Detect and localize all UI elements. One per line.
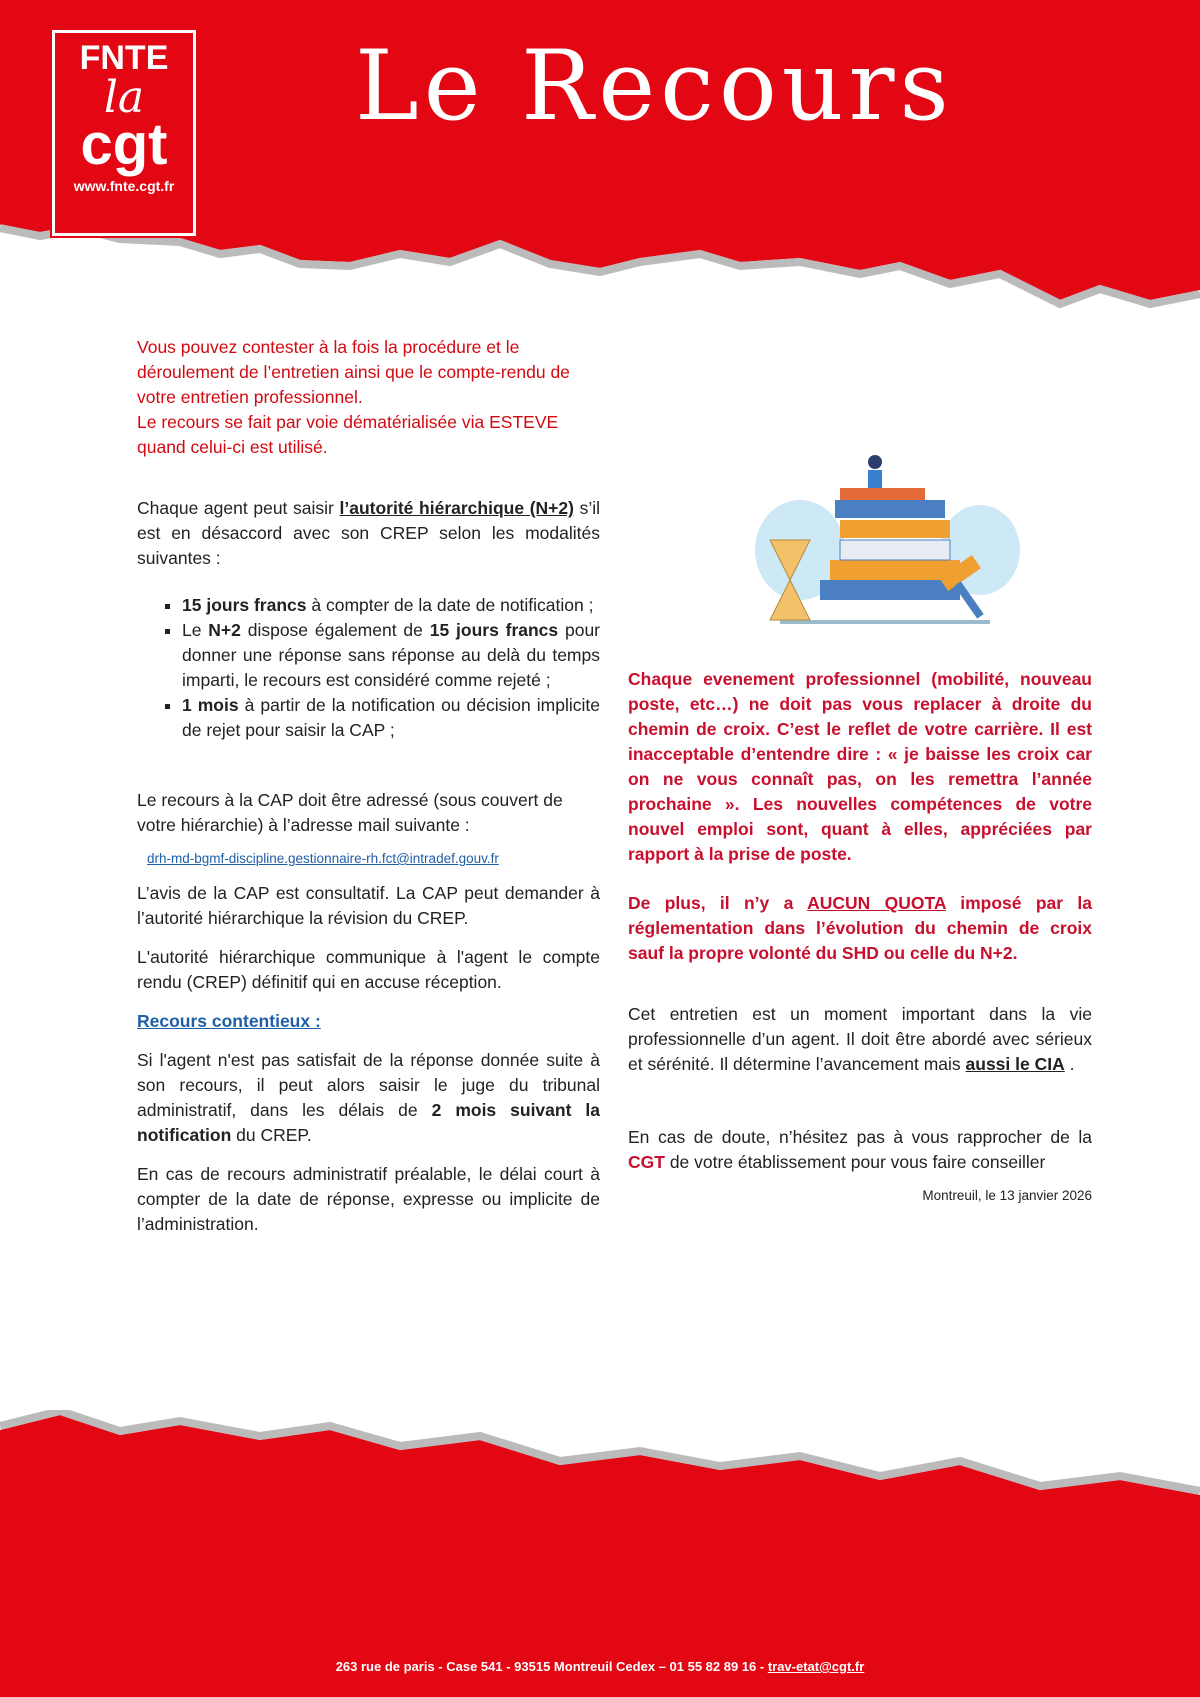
paragraph-communication: L'autorité hiérarchique communique à l'agent le compte rendu (CREP) définitif qui en accuse réception.	[137, 947, 600, 992]
logo-la: la	[103, 72, 145, 123]
autorite-hierarchique: l’autorité hiérarchique (N+2)	[339, 498, 574, 518]
paragraph-saisine	[137, 496, 600, 571]
paragraph-delai: En cas de recours administratif préalable, le délai court à compter de la date de réponse, expresse ou implicite de l’administration.	[137, 1164, 600, 1234]
left-column	[137, 335, 600, 1251]
paragraph-chemin-de-croix: Chaque evenement professionnel (mobilité, nouveau poste, etc…) ne doit pas vous replacer à droite du chemin de croix. C’est le reflet de votre carrière. Il est inacceptable d’entendre dire : « je baisse les croix car on ne vous connaît pas, on les remettra l’année prochaine ». Les nouvelles compétences de votre nouvel emploi sont, quant à elles, appréciées par rapport à la prise de poste.	[628, 669, 1092, 864]
intro-2: Le recours se fait par voie dématérialisée via ESTEVE quand celui-ci est utilisé.	[137, 412, 559, 457]
list-item: ▪ Le N+2 dispose également de 15 jours francs pour donner une réponse sans réponse au delà du temps imparti, le recours est considéré comme rejeté ;	[182, 618, 600, 693]
page-title: Le Recours	[355, 30, 954, 142]
logo-cgt: cgt	[80, 112, 168, 177]
list-item: ▪ 1 mois à partir de la notification ou décision implicite de rejet pour saisir la CAP ;	[182, 693, 600, 743]
footer-address: 263 rue de paris - Case 541 - 93515 Montreuil Cedex – 01 55 82 89 16 -	[335, 1659, 768, 1674]
paragraph-cap: Le recours à la CAP doit être adressé (sous couvert de votre hiérarchie) à l’adresse mail suivante :	[137, 790, 563, 835]
email-link[interactable]: drh-md-bgmf-discipline.gestionnaire-rh.fct@intradef.gouv.fr	[147, 851, 499, 866]
paragraph-contentieux: Si l'agent n'est pas satisfait de la réponse donnée suite à son recours, il peut alors saisir le juge du tribunal administratif, dans les délais de 2 mois suivant la notification du CREP.	[137, 1050, 600, 1145]
list-item: ▪ 15 jours francs à compter de la date de notification ;	[182, 593, 600, 618]
paragraph-quota: De plus, il n’y a AUCUN QUOTA imposé par la réglementation dans l’évolution du chemin de croix sauf la propre volonté du SHD ou celle du N+2.	[628, 893, 1093, 963]
logo-url: www.fnte.cgt.fr	[73, 178, 175, 194]
paragraph-avis: L’avis de la CAP est consultatif. La CAP peut demander à l’autorité hiérarchique la révision du CREP.	[137, 883, 600, 928]
modalites-list	[137, 593, 600, 743]
paragraph-entretien: Cet entretien est un moment important dans la vie professionnelle d’un agent. Il doit être abordé avec sérieux et sérénité. Il détermine l’avancement mais aussi le CIA .	[628, 1004, 1092, 1074]
recours-contentieux-heading: Recours contentieux :	[137, 1011, 321, 1031]
footer-contact	[0, 1659, 1200, 1674]
fnte-cgt-logo	[52, 30, 196, 236]
date-location: Montreuil, le 13 janvier 2026	[922, 1188, 1092, 1203]
illustration-books-hourglass-gavel	[740, 430, 1030, 640]
right-column	[628, 667, 1092, 1222]
logo-fnte: FNTE	[79, 39, 169, 77]
text: Chaque agent peut saisir	[137, 498, 340, 518]
footer-email-link[interactable]: trav-etat@cgt.fr	[767, 1659, 865, 1674]
intro-1: Vous pouvez contester à la fois la procédure et le déroulement de l’entretien ainsi que le compte-rendu de votre entretien professionnel.	[137, 337, 570, 407]
text: s’il est en désaccord avec son CREP selon les modalités suivantes :	[137, 498, 600, 568]
footer-banner	[0, 1410, 1200, 1697]
paragraph-conseil: En cas de doute, n’hésitez pas à vous rapprocher de la CGT de votre établissement pour vous faire conseiller	[628, 1127, 1092, 1172]
